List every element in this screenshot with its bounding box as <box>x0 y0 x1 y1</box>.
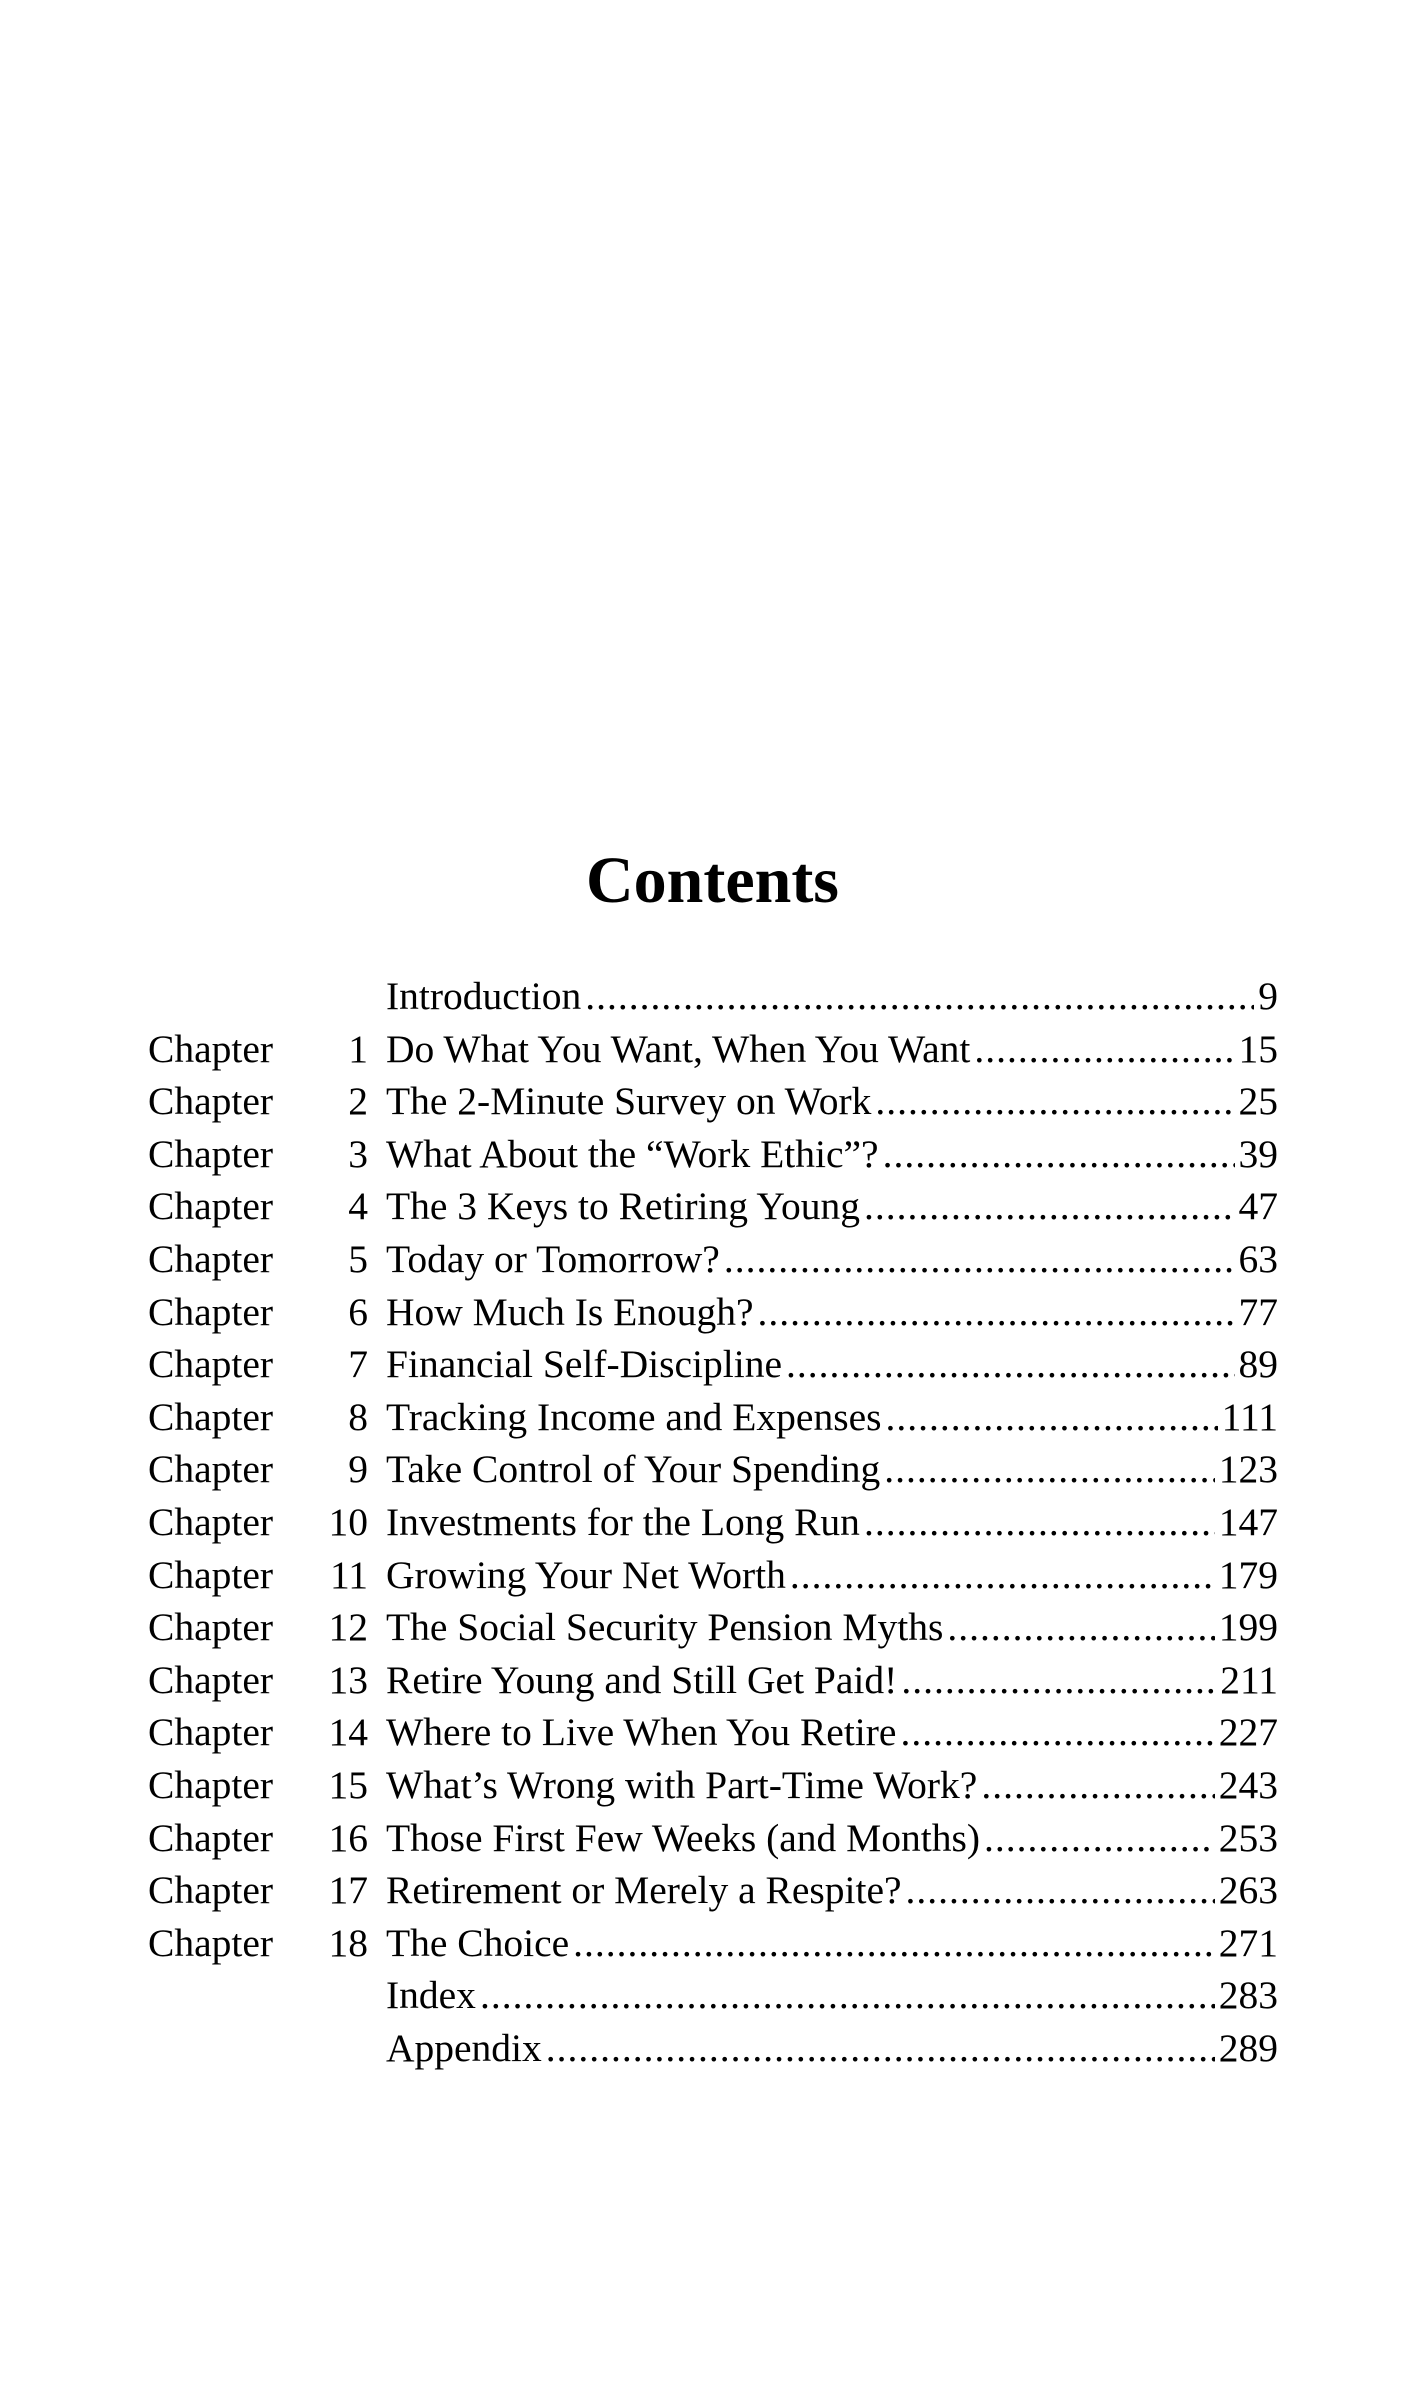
toc-entry <box>148 1759 1278 1812</box>
entry-title: Retirement or Merely a Respite? <box>386 1868 902 1913</box>
toc-entry <box>148 2022 1278 2075</box>
toc-entry <box>148 1496 1278 1549</box>
chapter-label <box>148 1496 386 1549</box>
toc-entry <box>148 1443 1278 1496</box>
toc-entry-line <box>386 1864 1278 1917</box>
dot-leader <box>901 1654 1216 1707</box>
dot-leader <box>885 1391 1217 1444</box>
chapter-label <box>148 1601 386 1654</box>
entry-title: How Much Is Enough? <box>386 1289 754 1334</box>
entry-title: The Choice <box>386 1920 570 1965</box>
chapter-word: Chapter <box>148 1236 274 1281</box>
toc-entry-line <box>386 1338 1278 1391</box>
dot-leader <box>883 1128 1235 1181</box>
entry-title: The 2-Minute Survey on Work <box>386 1079 872 1124</box>
toc-entry-line <box>386 1706 1278 1759</box>
chapter-number: 15 <box>328 1762 368 1807</box>
page-number: 199 <box>1218 1605 1278 1650</box>
chapter-word: Chapter <box>148 1920 274 1965</box>
toc-entry-line <box>386 1128 1278 1181</box>
dot-leader <box>875 1075 1234 1128</box>
toc-entry-line <box>386 2022 1278 2075</box>
chapter-number: 10 <box>328 1499 368 1544</box>
page-number: 243 <box>1218 1762 1278 1807</box>
toc-entry-line <box>386 1969 1278 2022</box>
page-number: 179 <box>1218 1552 1278 1597</box>
chapter-word: Chapter <box>148 1605 274 1650</box>
chapter-label <box>148 1706 386 1759</box>
chapter-word: Chapter <box>148 1079 274 1124</box>
dot-leader <box>884 1443 1214 1496</box>
entry-title: Introduction <box>386 974 582 1018</box>
chapter-number: 9 <box>348 1447 368 1492</box>
page-number: 15 <box>1238 1026 1278 1071</box>
dot-leader <box>906 1864 1215 1917</box>
entry-title: Tracking Income and Expenses <box>386 1394 882 1439</box>
dot-leader <box>585 970 1254 1023</box>
toc-entry <box>148 1601 1278 1654</box>
page-number: 227 <box>1218 1710 1278 1755</box>
chapter-number: 6 <box>348 1289 368 1334</box>
toc-entry-line <box>386 1917 1278 1970</box>
toc-entry-line <box>386 1812 1278 1865</box>
chapter-label <box>148 1286 386 1339</box>
chapter-label <box>148 1338 386 1391</box>
chapter-label <box>148 1917 386 1970</box>
chapter-number: 2 <box>348 1079 368 1124</box>
toc-entry-line <box>386 1233 1278 1286</box>
page-number: 271 <box>1218 1920 1278 1965</box>
chapter-label <box>148 1443 386 1496</box>
page-number: 263 <box>1218 1868 1278 1913</box>
chapter-word: Chapter <box>148 1657 274 1702</box>
dot-leader <box>480 1969 1215 2022</box>
entry-title: Investments for the Long Run <box>386 1499 860 1544</box>
page-number: 147 <box>1218 1499 1278 1544</box>
chapter-label <box>148 1759 386 1812</box>
dot-leader <box>900 1706 1214 1759</box>
entry-title: Where to Live When You Retire <box>386 1710 897 1755</box>
toc-entry <box>148 1233 1278 1286</box>
toc-entry <box>148 1391 1278 1444</box>
toc-entry-line <box>386 1443 1278 1496</box>
dot-leader <box>974 1023 1234 1076</box>
chapter-number: 18 <box>328 1920 368 1965</box>
chapter-number: 13 <box>328 1657 368 1702</box>
chapter-label <box>148 1180 386 1233</box>
toc-entry-line <box>386 1075 1278 1128</box>
toc-entry-line <box>386 1654 1278 1707</box>
chapter-word: Chapter <box>148 1131 274 1176</box>
page-number: 289 <box>1218 2025 1278 2070</box>
dot-leader <box>864 1496 1215 1549</box>
chapter-label <box>148 1864 386 1917</box>
toc-entry <box>148 1706 1278 1759</box>
page-number: 63 <box>1238 1236 1278 1281</box>
toc-entry-line <box>386 1391 1278 1444</box>
toc-entry-line <box>386 1286 1278 1339</box>
entry-title: Appendix <box>386 2025 542 2070</box>
toc-entry-line <box>386 1496 1278 1549</box>
dot-leader <box>724 1233 1235 1286</box>
dot-leader <box>981 1759 1214 1812</box>
dot-leader <box>984 1812 1215 1865</box>
chapter-number: 1 <box>348 1026 368 1071</box>
chapter-number: 3 <box>348 1131 368 1176</box>
page-number: 111 <box>1221 1394 1278 1439</box>
toc-entry <box>148 1338 1278 1391</box>
toc-entry <box>148 1969 1278 2022</box>
toc-entry-line <box>386 970 1278 1023</box>
chapter-number: 17 <box>328 1868 368 1913</box>
chapter-word: Chapter <box>148 1762 274 1807</box>
chapter-number: 16 <box>328 1815 368 1860</box>
chapter-word: Chapter <box>148 1026 274 1071</box>
chapter-word: Chapter <box>148 1289 274 1334</box>
dot-leader <box>573 1917 1215 1970</box>
entry-title: Do What You Want, When You Want <box>386 1026 971 1071</box>
toc-entry <box>148 1654 1278 1707</box>
page-number: 283 <box>1218 1973 1278 2018</box>
chapter-word: Chapter <box>148 1342 274 1387</box>
table-of-contents <box>148 970 1278 2074</box>
toc-entry-line <box>386 1759 1278 1812</box>
toc-entry <box>148 1180 1278 1233</box>
entry-title: Today or Tomorrow? <box>386 1236 720 1281</box>
chapter-label <box>148 1654 386 1707</box>
chapter-label <box>148 1812 386 1865</box>
dot-leader <box>786 1338 1234 1391</box>
entry-title: Those First Few Weeks (and Months) <box>386 1815 981 1860</box>
toc-entry <box>148 1128 1278 1181</box>
page-number: 47 <box>1238 1184 1278 1229</box>
dot-leader <box>758 1286 1235 1339</box>
page-number: 211 <box>1220 1657 1278 1702</box>
page-number: 39 <box>1238 1131 1278 1176</box>
chapter-number: 14 <box>328 1710 368 1755</box>
chapter-label <box>148 1391 386 1444</box>
chapter-word: Chapter <box>148 1815 274 1860</box>
dot-leader <box>546 2022 1215 2075</box>
page-number: 89 <box>1238 1342 1278 1387</box>
chapter-number: 7 <box>348 1342 368 1387</box>
toc-entry <box>148 1917 1278 1970</box>
entry-title: Financial Self-Discipline <box>386 1342 783 1387</box>
chapter-word: Chapter <box>148 1447 274 1492</box>
chapter-number: 11 <box>329 1552 368 1597</box>
chapter-number: 5 <box>348 1236 368 1281</box>
chapter-number: 8 <box>348 1394 368 1439</box>
page-number: 123 <box>1218 1447 1278 1492</box>
chapter-word: Chapter <box>148 1394 274 1439</box>
entry-title: The Social Security Pension Myths <box>386 1605 944 1650</box>
chapter-label <box>148 1233 386 1286</box>
chapter-label <box>148 1128 386 1181</box>
entry-title: Retire Young and Still Get Paid! <box>386 1657 898 1702</box>
page-title: Contents <box>585 844 839 917</box>
chapter-label <box>148 1549 386 1602</box>
toc-entry-line <box>386 1601 1278 1654</box>
dot-leader <box>947 1601 1214 1654</box>
chapter-word: Chapter <box>148 1552 274 1597</box>
chapter-number: 12 <box>328 1605 368 1650</box>
chapter-label <box>148 1075 386 1128</box>
dot-leader <box>864 1180 1235 1233</box>
page-number: 25 <box>1238 1079 1278 1124</box>
dot-leader <box>790 1549 1215 1602</box>
chapter-word: Chapter <box>148 1710 274 1755</box>
page-number: 77 <box>1238 1289 1278 1334</box>
toc-entry <box>148 970 1278 1023</box>
page-number: 9 <box>1258 974 1278 1018</box>
entry-title: Growing Your Net Worth <box>386 1552 786 1597</box>
entry-title: What About the “Work Ethic”? <box>386 1131 879 1176</box>
entry-title: The 3 Keys to Retiring Young <box>386 1184 860 1229</box>
toc-entry <box>148 1023 1278 1076</box>
toc-entry <box>148 1549 1278 1602</box>
entry-title: Take Control of Your Spending <box>386 1447 881 1492</box>
toc-entry-line <box>386 1549 1278 1602</box>
toc-entry-line <box>386 1023 1278 1076</box>
toc-entry <box>148 1286 1278 1339</box>
chapter-word: Chapter <box>148 1868 274 1913</box>
chapter-number: 4 <box>348 1184 368 1229</box>
entry-title: Index <box>386 1973 476 2018</box>
chapter-word: Chapter <box>148 1184 274 1229</box>
chapter-word: Chapter <box>148 1499 274 1544</box>
page-number: 253 <box>1218 1815 1278 1860</box>
toc-entry-line <box>386 1180 1278 1233</box>
toc-entry <box>148 1812 1278 1865</box>
chapter-label <box>148 1023 386 1076</box>
entry-title: What’s Wrong with Part-Time Work? <box>386 1762 978 1807</box>
toc-entry <box>148 1864 1278 1917</box>
toc-entry <box>148 1075 1278 1128</box>
